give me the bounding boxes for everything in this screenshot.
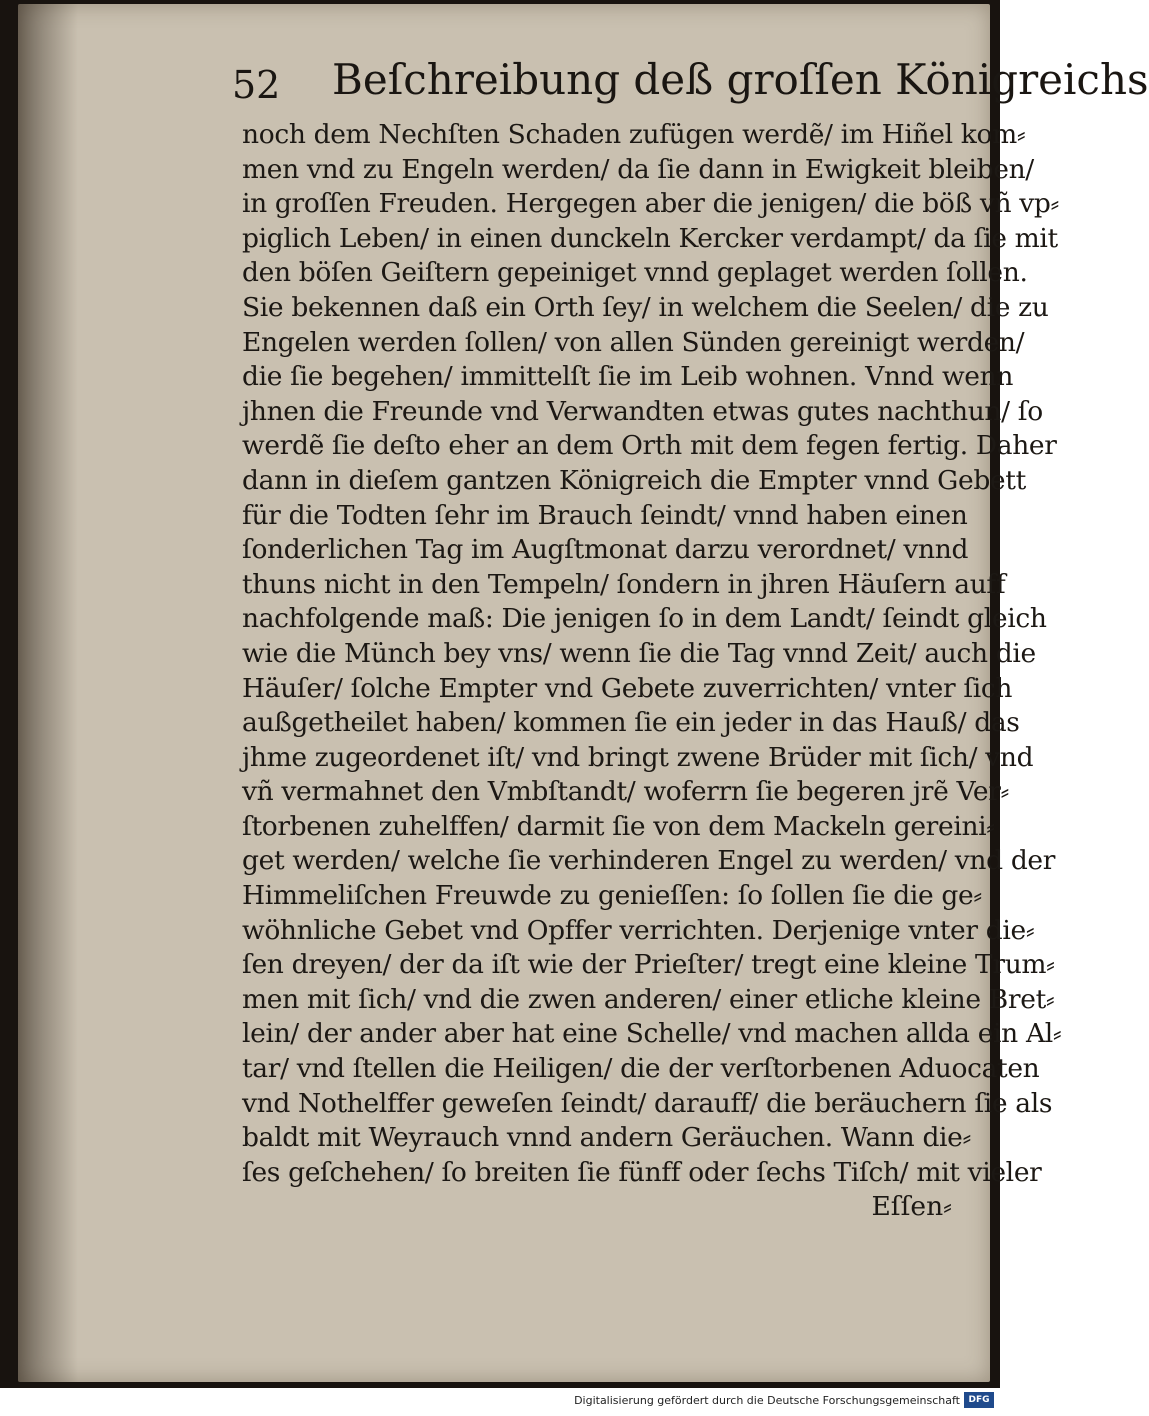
text-line: ſes geſchehen/ ſo breiten ſie fünff oder ſechs Tiſch/ mit vieler <box>242 1156 1042 1188</box>
text-line: Häuſer/ ſolche Empter vnd Gebete zuverrichten/ vnter ſich <box>242 672 1013 704</box>
text-line: thuns nicht in den Tempeln/ ſondern in jhren Häuſern auff <box>242 568 1006 600</box>
footer-credit: Digitalisierung gefördert durch die Deutsche Forschungsgemeinschaft <box>574 1394 960 1407</box>
body-text <box>242 118 1062 1225</box>
text-line: jhme zugeordenet iſt/ vnd bringt zwene Brüder mit ſich/ vnd <box>242 741 1034 773</box>
text-line: ſen dreyen/ der da iſt wie der Prieſter/ tregt eine kleine Trum⸗ <box>242 949 1055 981</box>
text-line: piglich Leben/ in einen dunckeln Kercker verdampt/ da ſie mit <box>242 222 1058 254</box>
text-line: werdẽ ſie deſto eher an dem Orth mit dem fegen fertig. Daher <box>242 430 1057 462</box>
text-line: für die Todten ſehr im Brauch ſeindt/ vnnd haben einen <box>242 499 968 531</box>
text-line: noch dem Nechſten Schaden zufügen werdẽ/ im Hiñel kom⸗ <box>242 119 1026 150</box>
binding-shadow <box>18 4 78 1382</box>
text-line: tar/ vnd ſtellen die Heiligen/ die der verſtorbenen Aduocaten <box>242 1053 1040 1085</box>
page-header <box>232 55 1149 115</box>
dfg-logo: DFG <box>964 1392 994 1408</box>
text-line: wie die Münch bey vns/ wenn ſie die Tag vnnd Zeit/ auch die <box>242 637 1036 669</box>
text-line: dann in dieſem gantzen Königreich die Empter vnnd Gebett <box>242 464 1026 496</box>
text-line: men vnd zu Engeln werden/ da ſie dann in Ewigkeit bleiben/ <box>242 153 1034 185</box>
text-line: vnd Nothelffer geweſen ſeindt/ darauff/ die beräuchern ſie als <box>242 1087 1053 1119</box>
text-line: ſtorbenen zuhelffen/ darmit ſie von dem Mackeln gereini⸗ <box>242 810 995 842</box>
text-line: get werden/ welche ſie verhinderen Engel zu werden/ vnd der <box>242 845 1056 877</box>
page-number: 52 <box>232 63 281 107</box>
text-line: Sie bekennen daß ein Orth ſey/ in welchem die Seelen/ die zu <box>242 291 1049 323</box>
text-line: die ſie begehen/ immittelſt ſie im Leib wohnen. Vnnd wenn <box>242 361 1014 393</box>
text-line: wöhnliche Gebet vnd Opffer verrichten. Derjenige vnter die⸗ <box>242 914 1035 946</box>
text-line: nachfolgende maß: Die jenigen ſo in dem Landt/ ſeindt gleich <box>242 603 1047 635</box>
text-line: baldt mit Weyrauch vnnd andern Geräuchen. Wann die⸗ <box>242 1122 971 1154</box>
text-line: Engelen werden ſollen/ von allen Sünden gereinigt werden/ <box>242 326 1025 358</box>
text-line: außgetheilet haben/ kommen ſie ein jeder in das Hauß/ das <box>242 707 1020 739</box>
text-line: jhnen die Freunde vnd Verwandten etwas gutes nachthun/ ſo <box>242 395 1043 427</box>
footer-bar <box>0 1388 1000 1416</box>
text-line: men mit ſich/ vnd die zwen anderen/ einer etliche kleine Bret⸗ <box>242 983 1055 1015</box>
text-line: lein/ der ander aber hat eine Schelle/ vnd machen allda ein Al⸗ <box>242 1018 1062 1050</box>
text-line: in groſſen Freuden. Hergegen aber die jenigen/ die böß vñ vp⸗ <box>242 188 1059 220</box>
text-line: vñ vermahnet den Vmbſtandt/ woferrn ſie begeren jrẽ Ver⸗ <box>242 776 1010 808</box>
text-line: Himmeliſchen Freuwde zu genieſſen: ſo ſollen ſie die ge⸗ <box>242 880 982 912</box>
running-title: Beſchreibung deß groſſen Königreichs <box>332 55 1149 104</box>
text-line: ſonderlichen Tag im Augſtmonat darzu verordnet/ vnnd <box>242 534 969 566</box>
catchword: Eſſen⸗ <box>871 1191 952 1223</box>
text-line: den böſen Geiſtern gepeiniget vnnd geplaget werden ſollen. <box>242 257 1028 289</box>
